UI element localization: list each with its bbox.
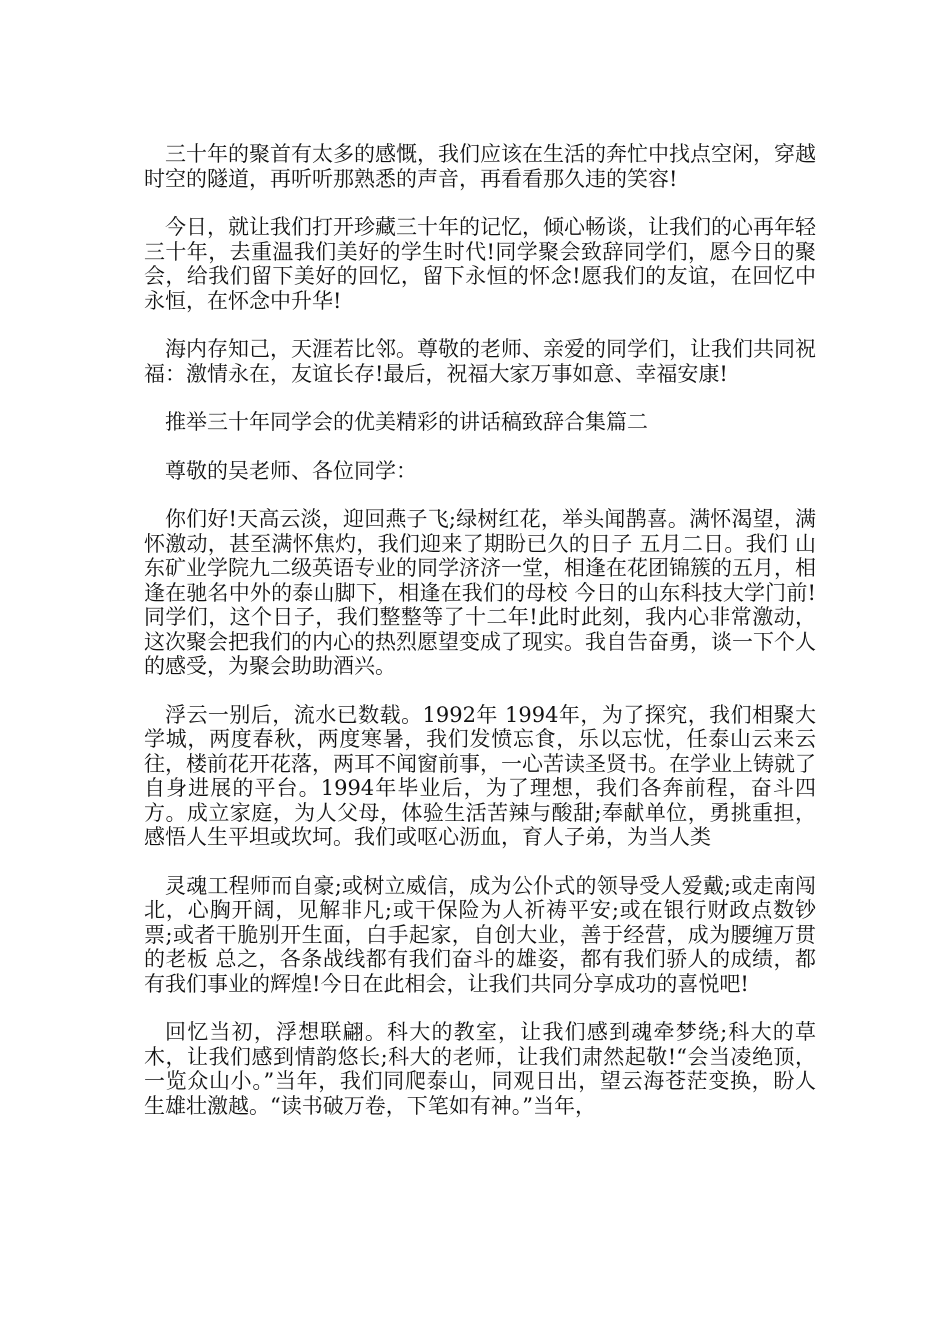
section-heading: 推举三十年同学会的优美精彩的讲话稿致辞合集篇二 — [165, 410, 648, 434]
paragraph-9: 回忆当初，浮想联翩。科大的教室，让我们感到魂牵梦绕;科大的草木，让我们感到情韵悠长;科大的老师，让我们肃然起敬!“会当凌绝顶，一览众山小。”当年，我们同爬泰山，同观日出，望云海苍茫变换，盼人生雄壮激越。“读书破万卷，下笔如有神。”当年， — [144, 1020, 816, 1118]
paragraph-8: 灵魂工程师而自豪;或树立威信，成为公仆式的领导受人爱戴;或走南闯北，心胸开阔，见解非凡;或干保险为人祈祷平安;或在银行财政点数钞票;或者干脆别开生面，白手起家，自创大业，善于经营，成为腰缠万贯的老板 总之，各条战线都有我们奋斗的雄姿，都有我们骄人的成绩，都有我们事业的辉煌!今日在此相会，让我们共同分享成功的喜悦吧! — [144, 873, 816, 996]
paragraph-3: 海内存知己，天涯若比邻。尊敬的老师、亲爱的同学们，让我们共同祝福：激情永在，友谊长存!最后，祝福大家万事如意、幸福安康! — [144, 337, 816, 386]
paragraph-1: 三十年的聚首有太多的感慨，我们应该在生活的奔忙中找点空闲，穿越时空的隧道，再听听那熟悉的声音，再看看那久违的笑容! — [144, 142, 816, 191]
paragraph-7: 浮云一别后，流水已数载。1992年 1994年，为了探究，我们相聚大学城，两度春秋，两度寒暑，我们发愤忘食，乐以忘忧，任泰山云来云往，楼前花开花落，两耳不闻窗前事，一心苦读圣贤书。在学业上铸就了自身进展的平台。1994年毕业后，为了理想，我们各奔前程，奋斗四方。成立家庭，为人父母，体验生活苦辣与酸甜;奉献单位，勇挑重担，感悟人生平坦或坎坷。我们或呕心沥血，育人子弟，为当人类 — [144, 702, 816, 849]
salutation: 尊敬的吴老师、各位同学： — [165, 458, 417, 483]
document-page — [144, 142, 816, 1142]
paragraph-6: 你们好!天高云淡，迎回燕子飞;绿树红花，举头闻鹊喜。满怀渴望，满怀激动，甚至满怀焦灼，我们迎来了期盼已久的日子 五月二日。我们 山东矿业学院九二级英语专业的同学济济一堂，相逢在花团锦簇的五月，相逢在驰名中外的泰山脚下，相逢在我们的母校 今日的山东科技大学门前!同学们，这个日子，我们整整等了十二年!此时此刻，我内心非常激动，这次聚会把我们的内心的热烈愿望变成了现实。我自告奋勇，谈一下个人的感受，为聚会助助酒兴。 — [144, 507, 816, 678]
paragraph-2: 今日，就让我们打开珍藏三十年的记忆，倾心畅谈，让我们的心再年轻三十年，去重温我们美好的学生时代!同学聚会致辞同学们，愿今日的聚会，给我们留下美好的回忆，留下永恒的怀念!愿我们的友谊，在回忆中永恒，在怀念中升华! — [144, 215, 816, 313]
